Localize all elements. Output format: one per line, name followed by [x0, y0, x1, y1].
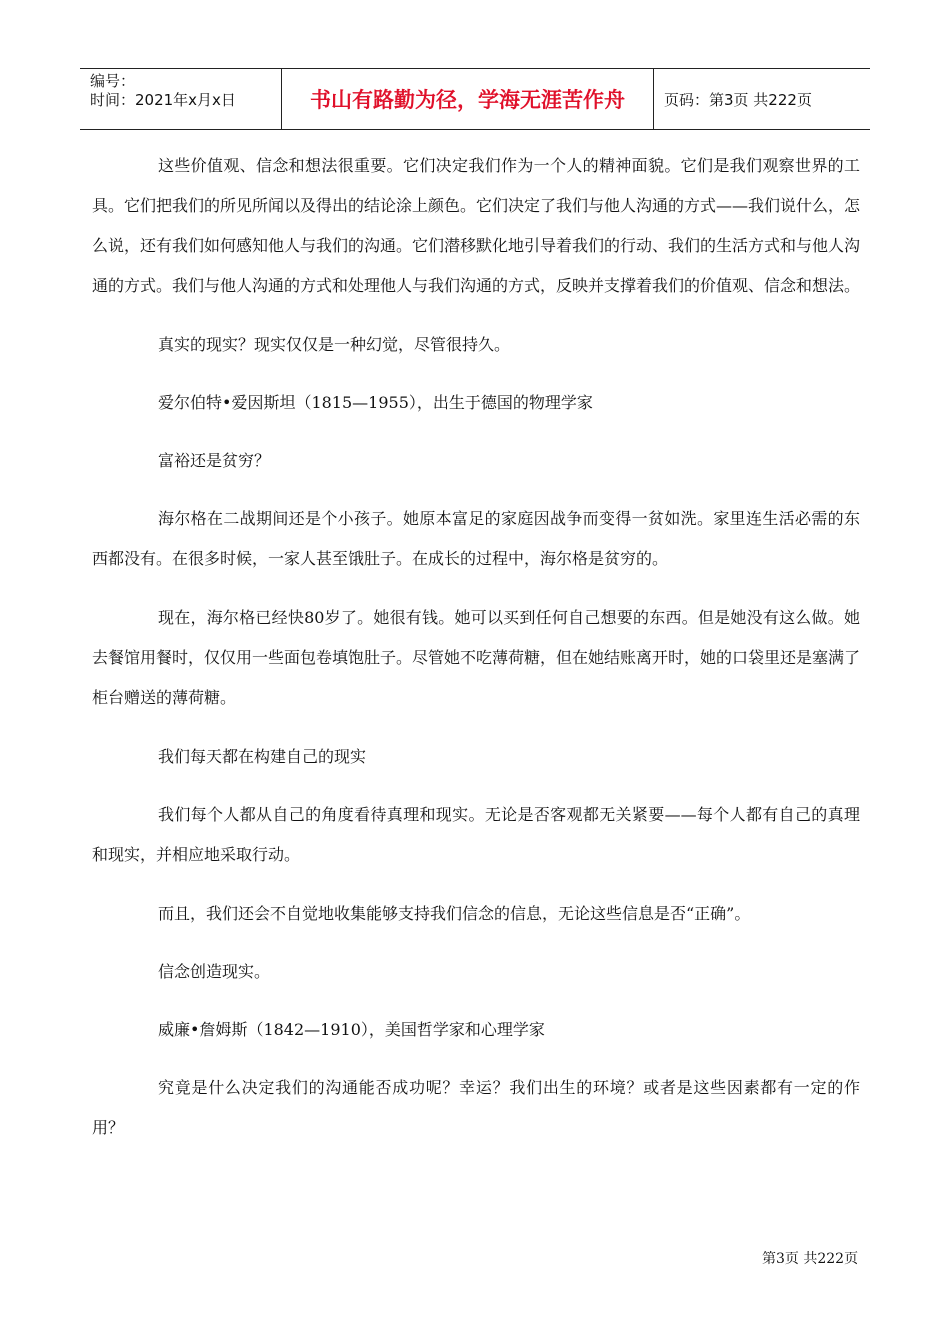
paragraph-9: 而且，我们还会不自觉地收集能够支持我们信念的信息，无论这些信息是否“正确”。 — [158, 904, 751, 923]
header-page-cell — [654, 69, 870, 129]
document-body — [92, 146, 860, 1167]
paragraph-11: 威廉•詹姆斯（1842—1910），美国哲学家和心理学家 — [158, 1020, 545, 1039]
paragraph-10: 信念创造现实。 — [158, 962, 271, 981]
paragraph-1: 这些价值观、信念和想法很重要。它们决定我们作为一个人的精神面貌。它们是我们观察世界的工具。它们把我们的所见所闻以及得出的结论涂上颜色。它们决定了我们与他人沟通的方式——我们说什么，怎么说，还有我们如何感知他人与我们的沟通。它们潜移默化地引导着我们的行动、我们的生活方式和与他人沟通的方式。我们与他人沟通的方式和处理他人与我们沟通的方式，反映并支撑着我们的价值观、信念和想法。 — [92, 156, 861, 295]
paragraph-4: 富裕还是贫穷？ — [158, 451, 271, 470]
paragraph-3: 爱尔伯特•爱因斯坦（1815—1955），出生于德国的物理学家 — [158, 393, 593, 412]
paragraph-2: 真实的现实？现实仅仅是一种幻觉，尽管很持久。 — [158, 335, 511, 354]
time-label: 时间：2021年x月x日 — [90, 91, 236, 109]
number-label: 编号： — [90, 72, 136, 90]
header-motto-cell — [282, 69, 654, 129]
paragraph-8: 我们每个人都从自己的角度看待真理和现实。无论是否客观都无关紧要——每个人都有自己的真理和现实，并相应地采取行动。 — [92, 805, 860, 864]
paragraph-12: 究竟是什么决定我们的沟通能否成功呢？幸运？我们出生的环境？或者是这些因素都有一定的作用？ — [92, 1078, 860, 1137]
header-table — [80, 68, 870, 130]
header-page-info: 页码：第3页 共222页 — [664, 90, 812, 109]
paragraph-5: 海尔格在二战期间还是个小孩子。她原本富足的家庭因战争而变得一贫如洗。家里连生活必需的东西都没有。在很多时候，一家人甚至饿肚子。在成长的过程中，海尔格是贫穷的。 — [92, 509, 860, 568]
paragraph-6: 现在，海尔格已经快80岁了。她很有钱。她可以买到任何自己想要的东西。但是她没有这么做。她去餐馆用餐时，仅仅用一些面包卷填饱肚子。尽管她不吃薄荷糖，但在她结账离开时，她的口袋里还是塞满了柜台赠送的薄荷糖。 — [92, 608, 861, 707]
footer-page-info: 第3页 共222页 — [762, 1251, 859, 1267]
header-meta-cell — [80, 69, 282, 129]
paragraph-7: 我们每天都在构建自己的现实 — [158, 747, 367, 766]
motto: 书山有路勤为径，学海无涯苦作舟 — [310, 88, 625, 112]
